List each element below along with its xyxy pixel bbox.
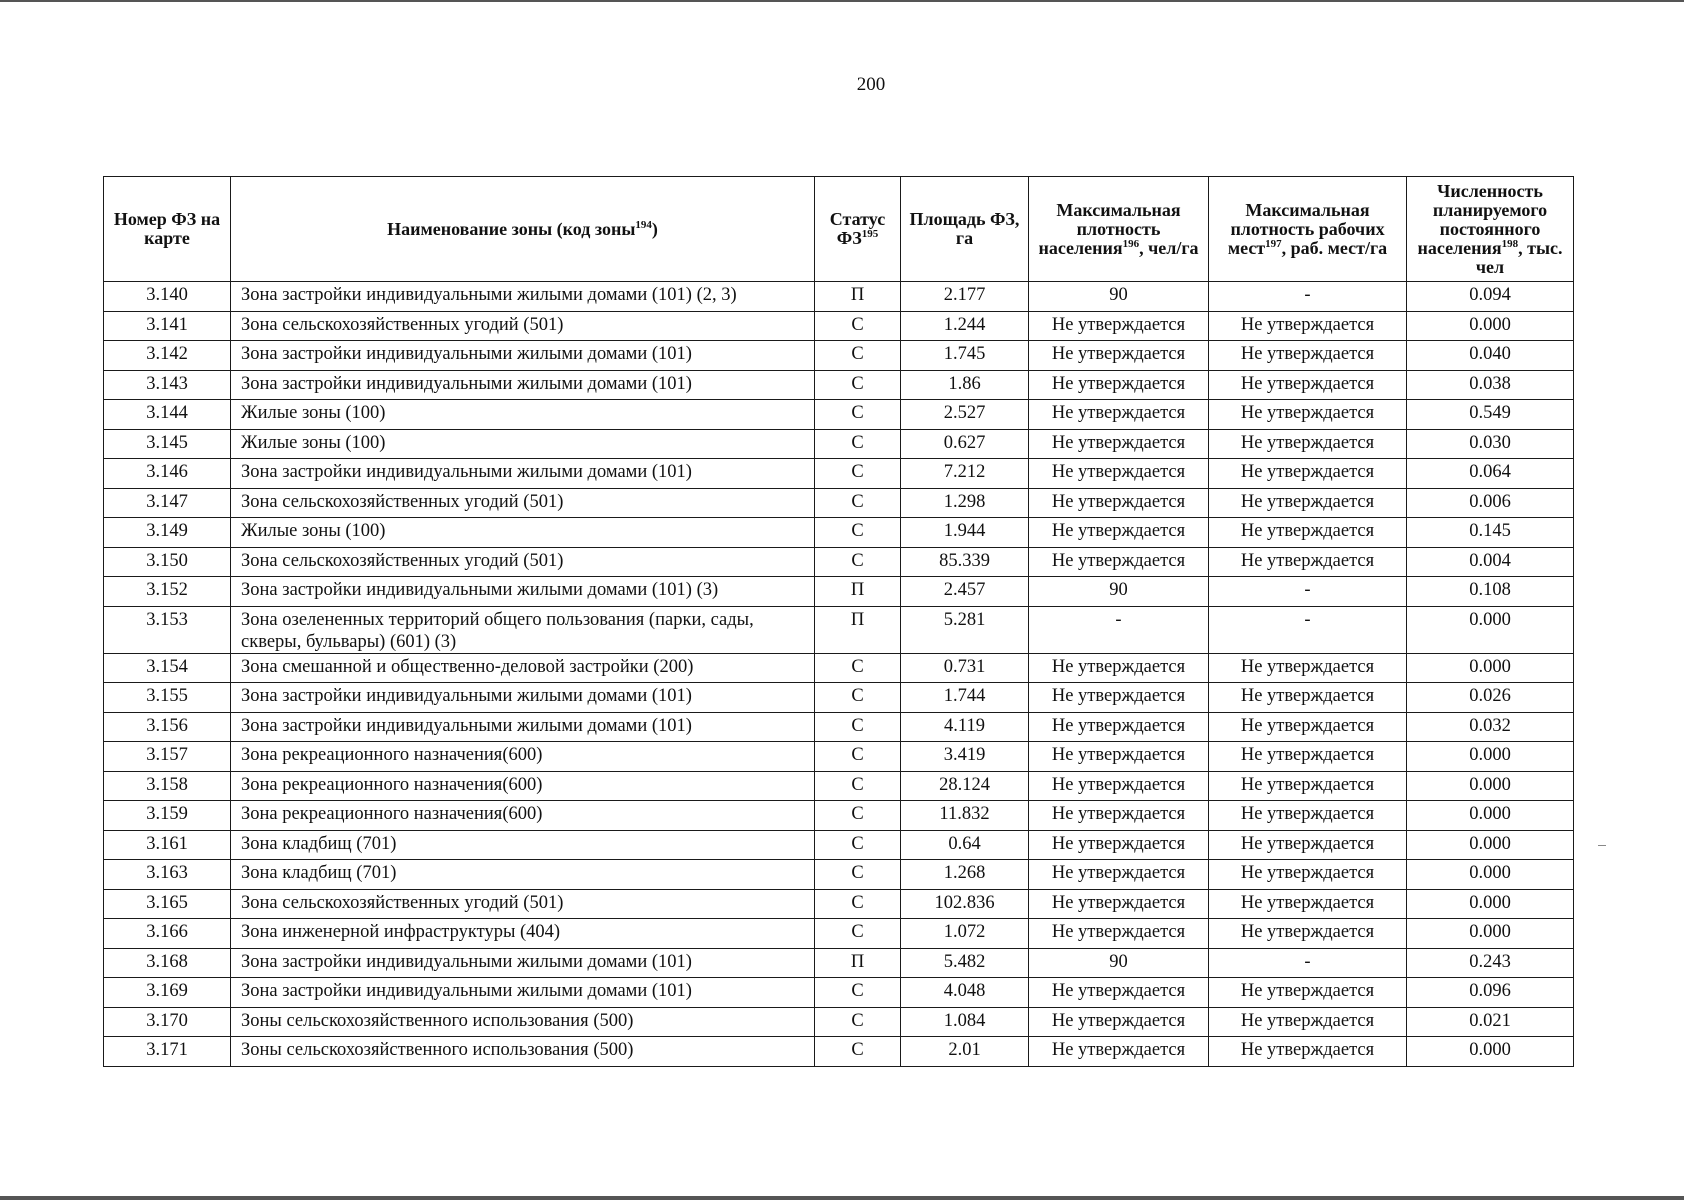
table-row: [104, 488, 1574, 518]
cell-area: 1.298: [901, 488, 1029, 518]
cell-job-density: Не утверждается: [1209, 1037, 1407, 1067]
cell-area: 1.744: [901, 683, 1029, 713]
header-status: [815, 177, 901, 282]
cell-fz-number: 3.169: [104, 978, 231, 1008]
cell-area: 1.072: [901, 919, 1029, 949]
cell-area: 1.084: [901, 1007, 1029, 1037]
cell-population: 0.000: [1407, 742, 1574, 772]
cell-population: 0.145: [1407, 518, 1574, 548]
table-row: [104, 771, 1574, 801]
cell-pop-density: 90: [1029, 282, 1209, 312]
cell-area: 1.745: [901, 341, 1029, 371]
cell-area: 0.627: [901, 429, 1029, 459]
table-row: [104, 577, 1574, 607]
table-row: [104, 683, 1574, 713]
cell-area: 1.268: [901, 860, 1029, 890]
cell-fz-number: 3.149: [104, 518, 231, 548]
cell-job-density: Не утверждается: [1209, 1007, 1407, 1037]
cell-fz-number: 3.161: [104, 830, 231, 860]
cell-fz-number: 3.146: [104, 459, 231, 489]
page-border-bottom: [0, 1196, 1684, 1200]
cell-fz-number: 3.154: [104, 653, 231, 683]
cell-pop-density: Не утверждается: [1029, 341, 1209, 371]
table-row: [104, 860, 1574, 890]
cell-status: С: [815, 801, 901, 831]
cell-zone-name: Зона сельскохозяйственных угодий (501): [231, 488, 815, 518]
cell-status: С: [815, 978, 901, 1008]
cell-fz-number: 3.165: [104, 889, 231, 919]
cell-status: С: [815, 488, 901, 518]
cell-fz-number: 3.142: [104, 341, 231, 371]
page-border-top: [0, 0, 1684, 2]
cell-job-density: -: [1209, 948, 1407, 978]
cell-area: 11.832: [901, 801, 1029, 831]
cell-fz-number: 3.157: [104, 742, 231, 772]
cell-pop-density: Не утверждается: [1029, 488, 1209, 518]
header-text: Наименование зоны (код зоны: [387, 218, 636, 239]
cell-pop-density: Не утверждается: [1029, 400, 1209, 430]
header-job-density: [1209, 177, 1407, 282]
cell-status: С: [815, 341, 901, 371]
cell-status: С: [815, 311, 901, 341]
cell-job-density: Не утверждается: [1209, 370, 1407, 400]
cell-zone-name: Зона рекреационного назначения(600): [231, 742, 815, 772]
cell-fz-number: 3.158: [104, 771, 231, 801]
cell-zone-name: Зона застройки индивидуальными жилыми домами (101) (3): [231, 577, 815, 607]
cell-zone-name: Зона рекреационного назначения(600): [231, 801, 815, 831]
cell-area: 7.212: [901, 459, 1029, 489]
header-text-suffix: , чел/га: [1139, 237, 1199, 258]
header-footnote: 195: [861, 228, 879, 240]
cell-status: П: [815, 606, 901, 653]
cell-status: П: [815, 948, 901, 978]
table-row: [104, 801, 1574, 831]
cell-job-density: -: [1209, 606, 1407, 653]
cell-status: С: [815, 771, 901, 801]
cell-job-density: Не утверждается: [1209, 889, 1407, 919]
cell-zone-name: Зоны сельскохозяйственного использования (500): [231, 1037, 815, 1067]
header-row: [104, 177, 1574, 282]
cell-population: 0.000: [1407, 801, 1574, 831]
cell-fz-number: 3.152: [104, 577, 231, 607]
cell-status: С: [815, 712, 901, 742]
cell-job-density: Не утверждается: [1209, 978, 1407, 1008]
cell-job-density: -: [1209, 282, 1407, 312]
cell-pop-density: Не утверждается: [1029, 370, 1209, 400]
cell-population: 0.000: [1407, 311, 1574, 341]
cell-fz-number: 3.147: [104, 488, 231, 518]
cell-fz-number: 3.170: [104, 1007, 231, 1037]
cell-fz-number: 3.144: [104, 400, 231, 430]
cell-pop-density: Не утверждается: [1029, 889, 1209, 919]
cell-population: 0.000: [1407, 830, 1574, 860]
cell-fz-number: 3.159: [104, 801, 231, 831]
table-row: [104, 518, 1574, 548]
cell-pop-density: Не утверждается: [1029, 683, 1209, 713]
cell-population: 0.000: [1407, 889, 1574, 919]
cell-population: 0.243: [1407, 948, 1574, 978]
cell-zone-name: Зона рекреационного назначения(600): [231, 771, 815, 801]
cell-zone-name: Зона озелененных территорий общего пользования (парки, сады, скверы, бульвары) (601) (3): [231, 606, 815, 653]
cell-status: П: [815, 282, 901, 312]
cell-zone-name: Зона застройки индивидуальными жилыми домами (101): [231, 370, 815, 400]
table-row: [104, 459, 1574, 489]
cell-population: 0.000: [1407, 771, 1574, 801]
cell-zone-name: Зона застройки индивидуальными жилыми домами (101): [231, 341, 815, 371]
cell-fz-number: 3.145: [104, 429, 231, 459]
cell-pop-density: Не утверждается: [1029, 712, 1209, 742]
cell-population: 0.549: [1407, 400, 1574, 430]
header-text-suffix: ): [651, 218, 658, 239]
cell-zone-name: Зона смешанной и общественно-деловой застройки (200): [231, 653, 815, 683]
page-number: 200: [856, 74, 886, 95]
cell-job-density: Не утверждается: [1209, 488, 1407, 518]
cell-area: 2.177: [901, 282, 1029, 312]
cell-fz-number: 3.171: [104, 1037, 231, 1067]
cell-fz-number: 3.150: [104, 547, 231, 577]
table-header: [104, 177, 1574, 282]
table-row: [104, 1007, 1574, 1037]
header-footnote: 197: [1265, 237, 1282, 250]
cell-fz-number: 3.163: [104, 860, 231, 890]
cell-status: С: [815, 518, 901, 548]
cell-zone-name: Зона застройки индивидуальными жилыми домами (101): [231, 978, 815, 1008]
cell-zone-name: Зона застройки индивидуальными жилыми домами (101): [231, 683, 815, 713]
table-row: [104, 712, 1574, 742]
cell-population: 0.000: [1407, 919, 1574, 949]
cell-status: С: [815, 683, 901, 713]
cell-population: 0.000: [1407, 1037, 1574, 1067]
cell-job-density: Не утверждается: [1209, 801, 1407, 831]
cell-pop-density: Не утверждается: [1029, 860, 1209, 890]
cell-status: С: [815, 370, 901, 400]
cell-area: 2.457: [901, 577, 1029, 607]
header-text: Максимальная плотность рабочих мест: [1227, 199, 1385, 258]
cell-fz-number: 3.168: [104, 948, 231, 978]
cell-zone-name: Зона сельскохозяйственных угодий (501): [231, 311, 815, 341]
cell-pop-density: Не утверждается: [1029, 311, 1209, 341]
table-row: [104, 282, 1574, 312]
table-row: [104, 311, 1574, 341]
cell-population: 0.026: [1407, 683, 1574, 713]
header-text: Максимальная плотность населения: [1038, 199, 1181, 258]
cell-zone-name: Зона застройки индивидуальными жилыми домами (101): [231, 712, 815, 742]
header-text: Площадь ФЗ, га: [909, 209, 1020, 248]
cell-status: С: [815, 400, 901, 430]
cell-fz-number: 3.166: [104, 919, 231, 949]
table-row: [104, 400, 1574, 430]
cell-population: 0.108: [1407, 577, 1574, 607]
cell-population: 0.000: [1407, 606, 1574, 653]
cell-pop-density: Не утверждается: [1029, 1037, 1209, 1067]
cell-zone-name: Зона инженерной инфраструктуры (404): [231, 919, 815, 949]
cell-zone-name: Зоны сельскохозяйственного использования (500): [231, 1007, 815, 1037]
cell-population: 0.000: [1407, 653, 1574, 683]
cell-area: 0.731: [901, 653, 1029, 683]
cell-pop-density: 90: [1029, 577, 1209, 607]
table-row: [104, 653, 1574, 683]
cell-population: 0.006: [1407, 488, 1574, 518]
header-text: Статус ФЗ: [829, 209, 886, 248]
cell-pop-density: Не утверждается: [1029, 771, 1209, 801]
cell-status: С: [815, 919, 901, 949]
cell-zone-name: Жилые зоны (100): [231, 518, 815, 548]
cell-job-density: Не утверждается: [1209, 429, 1407, 459]
cell-area: 0.64: [901, 830, 1029, 860]
table-body: [104, 282, 1574, 1067]
cell-status: С: [815, 459, 901, 489]
header-area: [901, 177, 1029, 282]
cell-area: 3.419: [901, 742, 1029, 772]
cell-fz-number: 3.143: [104, 370, 231, 400]
table-row: [104, 978, 1574, 1008]
cell-population: 0.094: [1407, 282, 1574, 312]
cell-zone-name: Зона застройки индивидуальными жилыми домами (101): [231, 459, 815, 489]
cell-population: 0.021: [1407, 1007, 1574, 1037]
cell-job-density: Не утверждается: [1209, 683, 1407, 713]
cell-status: С: [815, 742, 901, 772]
cell-area: 2.01: [901, 1037, 1029, 1067]
cell-zone-name: Зона застройки индивидуальными жилыми домами (101) (2, 3): [231, 282, 815, 312]
cell-area: 4.119: [901, 712, 1029, 742]
header-pop-density: [1029, 177, 1209, 282]
table-row: [104, 429, 1574, 459]
header-population: [1407, 177, 1574, 282]
cell-fz-number: 3.156: [104, 712, 231, 742]
table-row: [104, 606, 1574, 653]
cell-pop-density: Не утверждается: [1029, 518, 1209, 548]
cell-job-density: Не утверждается: [1209, 919, 1407, 949]
header-text-suffix: , раб. мест/га: [1281, 237, 1388, 258]
table-row: [104, 889, 1574, 919]
cell-population: 0.030: [1407, 429, 1574, 459]
cell-status: С: [815, 1007, 901, 1037]
cell-zone-name: Зона сельскохозяйственных угодий (501): [231, 547, 815, 577]
cell-population: 0.096: [1407, 978, 1574, 1008]
cell-job-density: Не утверждается: [1209, 341, 1407, 371]
cell-zone-name: Жилые зоны (100): [231, 400, 815, 430]
cell-job-density: Не утверждается: [1209, 830, 1407, 860]
cell-area: 5.482: [901, 948, 1029, 978]
cell-area: 1.244: [901, 311, 1029, 341]
cell-status: С: [815, 429, 901, 459]
cell-population: 0.040: [1407, 341, 1574, 371]
cell-fz-number: 3.140: [104, 282, 231, 312]
cell-area: 4.048: [901, 978, 1029, 1008]
header-footnote: 196: [1122, 237, 1140, 250]
cell-zone-name: Жилые зоны (100): [231, 429, 815, 459]
cell-status: П: [815, 577, 901, 607]
cell-job-density: Не утверждается: [1209, 653, 1407, 683]
cell-pop-density: Не утверждается: [1029, 830, 1209, 860]
cell-status: С: [815, 653, 901, 683]
header-text: Численность планируемого постоянного населения: [1417, 180, 1548, 258]
cell-pop-density: -: [1029, 606, 1209, 653]
table-row: [104, 948, 1574, 978]
cell-population: 0.004: [1407, 547, 1574, 577]
cell-pop-density: Не утверждается: [1029, 653, 1209, 683]
cell-population: 0.032: [1407, 712, 1574, 742]
cell-zone-name: Зона сельскохозяйственных угодий (501): [231, 889, 815, 919]
cell-job-density: Не утверждается: [1209, 518, 1407, 548]
cell-area: 1.86: [901, 370, 1029, 400]
cell-population: 0.064: [1407, 459, 1574, 489]
cell-area: 102.836: [901, 889, 1029, 919]
cell-area: 2.527: [901, 400, 1029, 430]
cell-status: С: [815, 830, 901, 860]
header-text-suffix: , тыс. чел: [1475, 237, 1563, 277]
cell-job-density: Не утверждается: [1209, 400, 1407, 430]
table-row: [104, 341, 1574, 371]
cell-status: С: [815, 889, 901, 919]
cell-job-density: Не утверждается: [1209, 860, 1407, 890]
header-footnote: 194: [635, 218, 652, 231]
cell-job-density: -: [1209, 577, 1407, 607]
cell-area: 1.944: [901, 518, 1029, 548]
cell-job-density: Не утверждается: [1209, 459, 1407, 489]
cell-job-density: Не утверждается: [1209, 771, 1407, 801]
cell-pop-density: 90: [1029, 948, 1209, 978]
cell-fz-number: 3.155: [104, 683, 231, 713]
cell-job-density: Не утверждается: [1209, 547, 1407, 577]
cell-status: С: [815, 1037, 901, 1067]
table-row: [104, 370, 1574, 400]
cell-pop-density: Не утверждается: [1029, 919, 1209, 949]
zones-table: [103, 176, 1574, 1067]
cell-job-density: Не утверждается: [1209, 742, 1407, 772]
cell-population: 0.038: [1407, 370, 1574, 400]
cell-pop-density: Не утверждается: [1029, 742, 1209, 772]
header-footnote: 198: [1501, 237, 1519, 250]
cell-pop-density: Не утверждается: [1029, 547, 1209, 577]
table-row: [104, 919, 1574, 949]
cell-area: 28.124: [901, 771, 1029, 801]
cell-zone-name: Зона кладбищ (701): [231, 860, 815, 890]
header-fz-number: [104, 177, 231, 282]
cell-area: 5.281: [901, 606, 1029, 653]
header-zone-name: [231, 177, 815, 282]
table-row: [104, 1037, 1574, 1067]
cell-population: 0.000: [1407, 860, 1574, 890]
cell-zone-name: Зона застройки индивидуальными жилыми домами (101): [231, 948, 815, 978]
cell-status: С: [815, 860, 901, 890]
cell-fz-number: 3.153: [104, 606, 231, 653]
cell-area: 85.339: [901, 547, 1029, 577]
cell-pop-density: Не утверждается: [1029, 459, 1209, 489]
scan-mark: [1598, 845, 1606, 846]
table-row: [104, 830, 1574, 860]
cell-status: С: [815, 547, 901, 577]
cell-zone-name: Зона кладбищ (701): [231, 830, 815, 860]
header-text: Номер ФЗ на карте: [113, 209, 221, 248]
cell-pop-density: Не утверждается: [1029, 978, 1209, 1008]
table-row: [104, 742, 1574, 772]
cell-job-density: Не утверждается: [1209, 712, 1407, 742]
cell-fz-number: 3.141: [104, 311, 231, 341]
cell-job-density: Не утверждается: [1209, 311, 1407, 341]
table-row: [104, 547, 1574, 577]
cell-pop-density: Не утверждается: [1029, 429, 1209, 459]
cell-pop-density: Не утверждается: [1029, 801, 1209, 831]
cell-pop-density: Не утверждается: [1029, 1007, 1209, 1037]
